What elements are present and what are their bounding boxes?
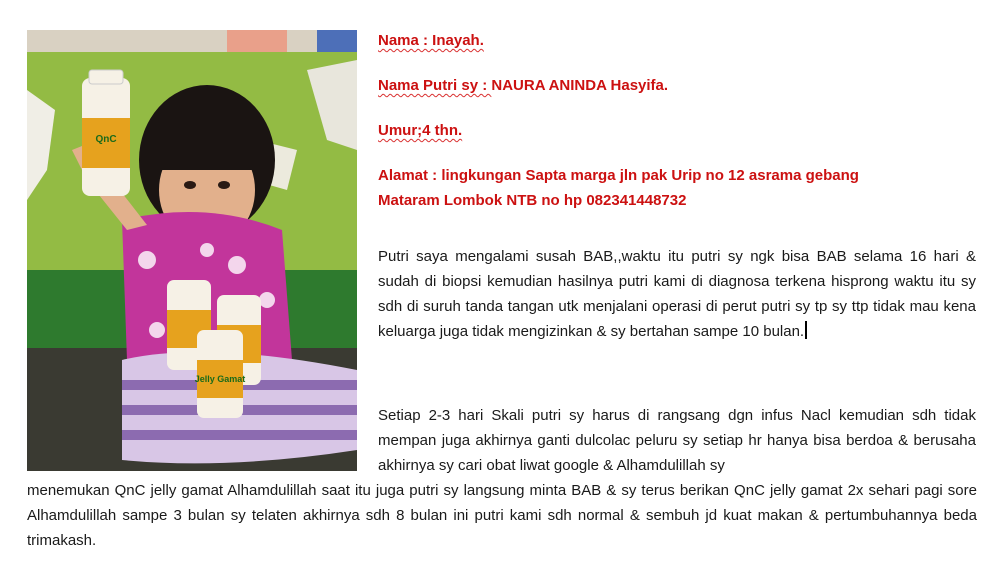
photo-illustration xyxy=(27,30,357,471)
name-label: Nama : Inayah. xyxy=(378,32,484,49)
text-cursor xyxy=(805,321,807,339)
paragraph-2-bottom xyxy=(27,478,977,553)
address-line-2: Mataram Lombok NTB no hp 082341448732 xyxy=(378,192,687,209)
name-line xyxy=(378,28,978,53)
address-line-1: Alamat : lingkungan Sapta marga jln pak Urip no 12 asrama gebang xyxy=(378,167,859,184)
daughter-line xyxy=(378,73,978,98)
testimonial-photo xyxy=(27,30,357,471)
paragraph-1-text: Putri saya mengalami susah BAB,,waktu itu putri sy ngk bisa BAB selama 16 hari & sudah di biopsi kemudian hasilnya putri kami di diagnosa terkena hisprong waktu itu sy sdh di suruh tanda tangan utk menjalani operasi di perut putri sy tp sy ttp tidak mau kena keluarga juga tidak mengizinkan & sy bertahan sampe 10 bulan. xyxy=(378,248,976,340)
daughter-label: Nama Putri sy : xyxy=(378,77,492,94)
paragraph-2-text-part1: Setiap 2-3 hari Skali putri sy harus di rangsang dgn infus Nacl kemudian sdh tidak mempan juga akhirnya ganti dulcolac peluru sy setiap hr hanya bisa berdoa & berusaha akhirnya sy cari obat liwat google & Alhamdulillah sy xyxy=(378,407,976,474)
svg-text:QnC: QnC xyxy=(95,134,117,145)
paragraph-2-top xyxy=(378,403,976,478)
info-block xyxy=(378,28,978,213)
paragraph-1 xyxy=(378,244,976,344)
age-label: Umur;4 thn. xyxy=(378,122,463,139)
address-block xyxy=(378,163,978,213)
svg-text:Jelly Gamat: Jelly Gamat xyxy=(194,374,246,384)
daughter-value: NAURA ANINDA Hasyifa. xyxy=(491,77,669,94)
age-line xyxy=(378,118,978,143)
paragraph-2-text-part2: menemukan QnC jelly gamat Alhamdulillah saat itu juga putri sy langsung minta BAB & sy terus berikan QnC jelly gamat 2x sehari pagi sore Alhamdulillah sampe 3 bulan sy telaten akhirnya sdh 8 bulan ini putri kami sdh normal & sembuh jd kuat makan & pertumbuhannya beda trimakash. xyxy=(27,482,977,549)
